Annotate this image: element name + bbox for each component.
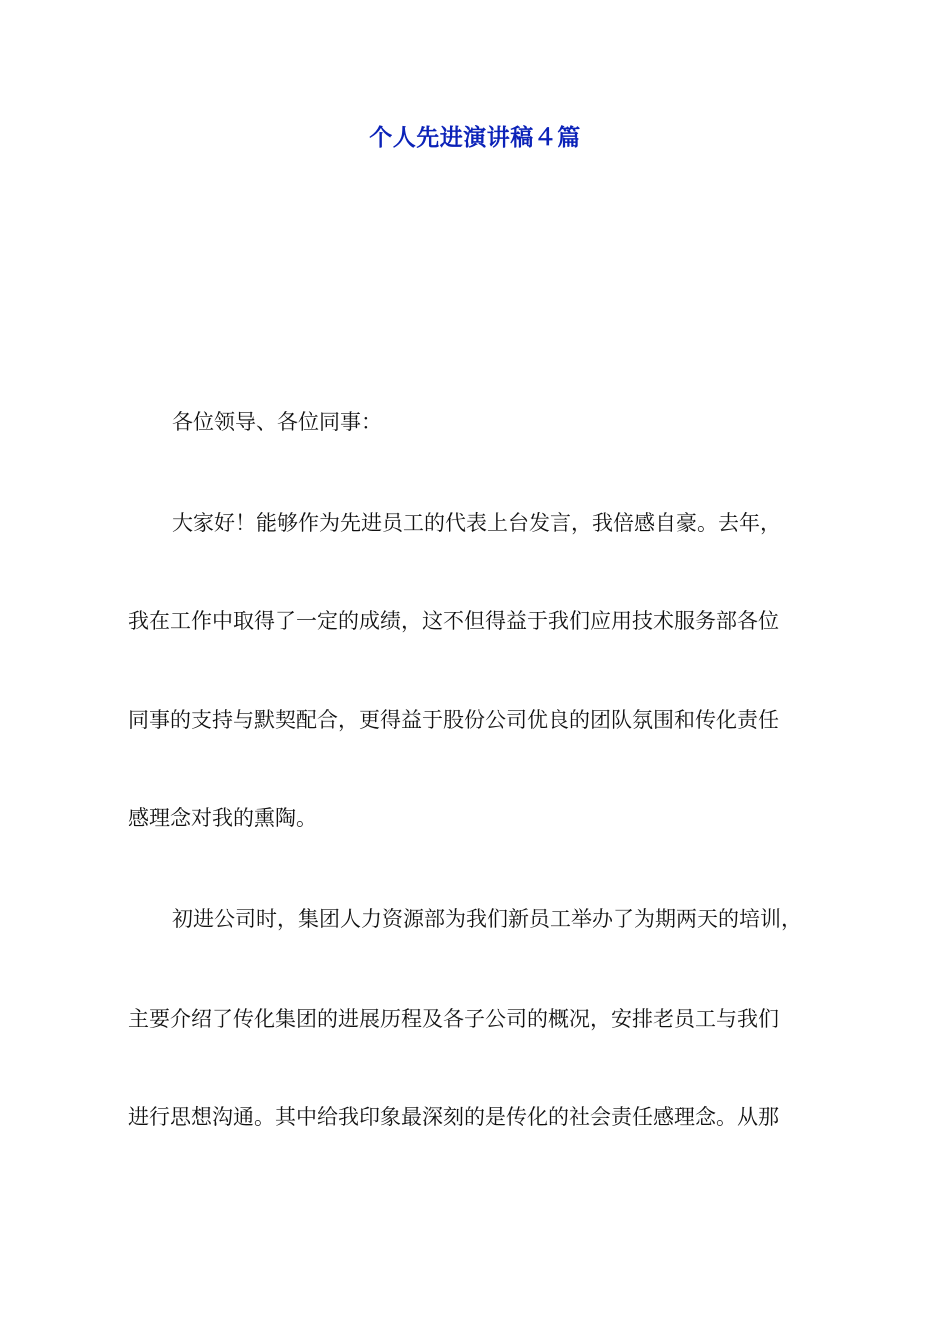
paragraph-line: 感理念对我的熏陶。 [128, 806, 317, 830]
paragraph-line: 进行思想沟通。其中给我印象最深刻的是传化的社会责任感理念。从那 [128, 1105, 779, 1129]
paragraph-line: 我在工作中取得了一定的成绩，这不但得益于我们应用技术服务部各位 [128, 609, 779, 633]
salutation-line: 各位领导、各位同事： [172, 410, 382, 434]
paragraph-line: 主要介绍了传化集团的进展历程及各子公司的概况，安排老员工与我们 [128, 1007, 779, 1031]
document-title: 个人先进演讲稿４篇 [369, 125, 581, 151]
paragraph-line: 大家好！能够作为先进员工的代表上台发言，我倍感自豪。去年， [172, 511, 781, 535]
paragraph-line: 初进公司时，集团人力资源部为我们新员工举办了为期两天的培训， [172, 907, 802, 931]
paragraph-line: 同事的支持与默契配合，更得益于股份公司优良的团队氛围和传化责任 [128, 708, 779, 732]
